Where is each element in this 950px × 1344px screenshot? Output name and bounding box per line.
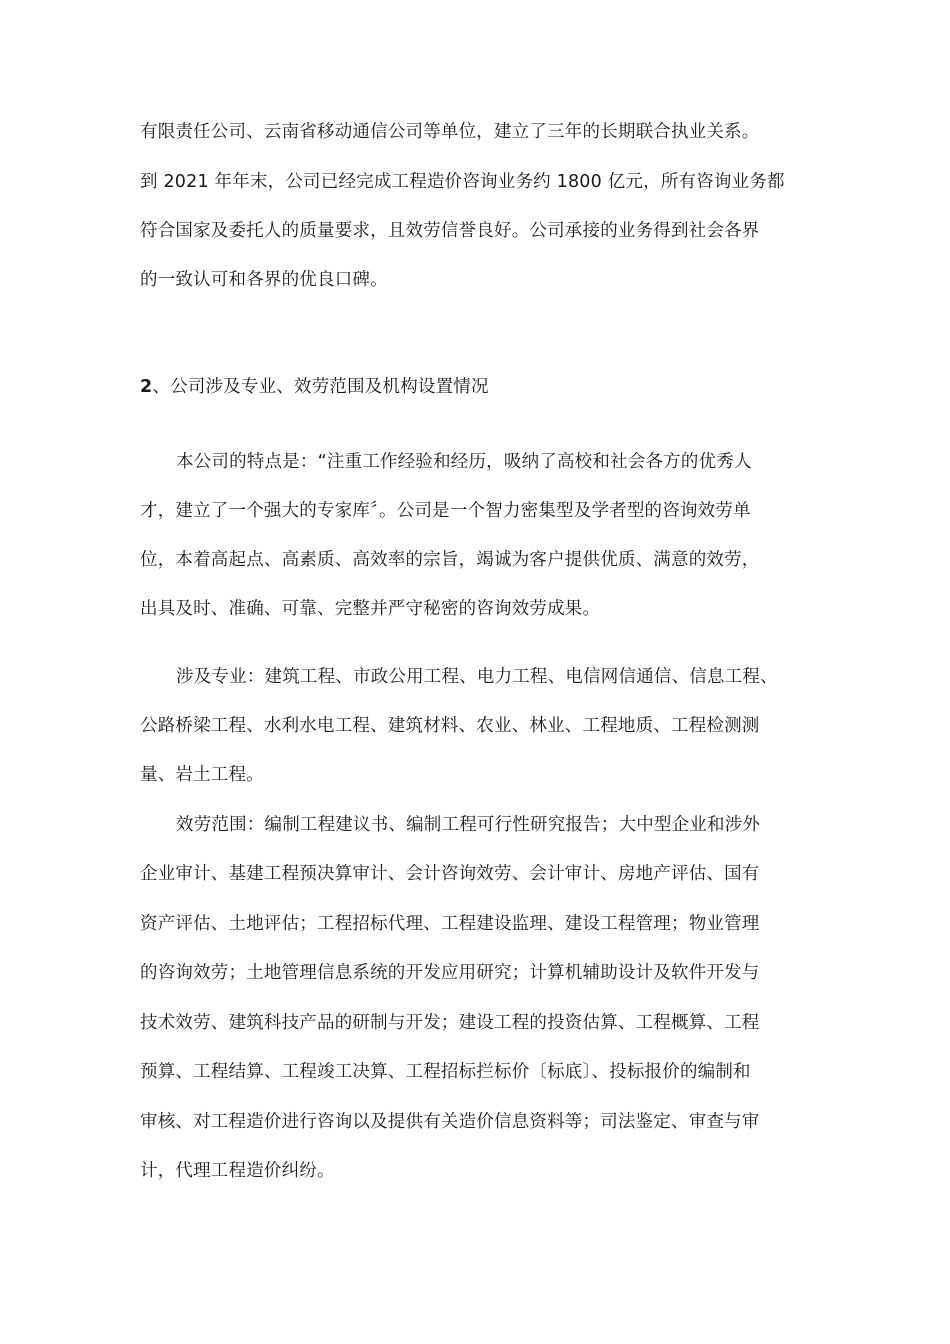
section-title: 、公司涉及专业、效劳范围及机构设置情况 (152, 377, 489, 397)
intro-line-1: 有限责任公司、云南省移动通信公司等单位，建立了三年的长期联合执业关系。 (140, 122, 760, 142)
scope-line-5: 技术效劳、建筑科技产品的研制与开发；建设工程的投资估算、工程概算、工程 (140, 1013, 760, 1033)
section-heading (140, 375, 489, 399)
features-line-3: 位，本着高起点、高素质、高效率的宗旨，竭诚为客户提供优质、满意的效劳， (140, 550, 760, 570)
specialties-line-3: 量、岩土工程。 (140, 765, 264, 785)
intro-line-4: 的一致认可和各界的优良口碑。 (140, 270, 388, 290)
features-line-1: 本公司的特点是：“注重工作经验和经历，吸纳了高校和社会各方的优秀人 (176, 452, 752, 472)
features-line-2: 才，建立了一个强大的专家库〞。公司是一个智力密集型及学者型的咨询效劳单 (140, 501, 751, 521)
scope-line-2: 企业审计、基建工程预决算审计、会计咨询效劳、会计审计、房地产评估、国有 (140, 864, 760, 884)
scope-line-7: 审核、对工程造价进行咨询以及提供有关造价信息资料等；司法鉴定、审查与审 (140, 1112, 760, 1132)
scope-line-1: 效劳范围：编制工程建议书、编制工程可行性研究报告；大中型企业和涉外 (176, 815, 761, 835)
features-line-4: 出具及时、准确、可靠、完整并严守秘密的咨询效劳成果。 (140, 599, 601, 619)
scope-line-4: 的咨询效劳；土地管理信息系统的开发应用研究；计算机辅助设计及软件开发与 (140, 963, 760, 983)
intro-line-3: 符合国家及委托人的质量要求，且效劳信誉良好。公司承接的业务得到社会各界 (140, 221, 760, 241)
section-number: 2 (140, 377, 153, 397)
scope-line-8: 计，代理工程造价纠纷。 (140, 1161, 335, 1181)
specialties-line-1: 涉及专业：建筑工程、市政公用工程、电力工程、电信网信通信、信息工程、 (176, 667, 778, 687)
scope-line-6: 预算、工程结算、工程竣工决算、工程招标拦标价〔标底〕、投标报价的编制和 (140, 1062, 751, 1082)
scope-line-3: 资产评估、土地评估；工程招标代理、工程建设监理、建设工程管理；物业管理 (140, 914, 760, 934)
intro-line-2: 到 2021 年年末，公司已经完成工程造价咨询业务约 1800 亿元，所有咨询业务都 (140, 172, 785, 192)
specialties-line-2: 公路桥梁工程、水利水电工程、建筑材料、农业、林业、工程地质、工程检测测 (140, 716, 760, 736)
